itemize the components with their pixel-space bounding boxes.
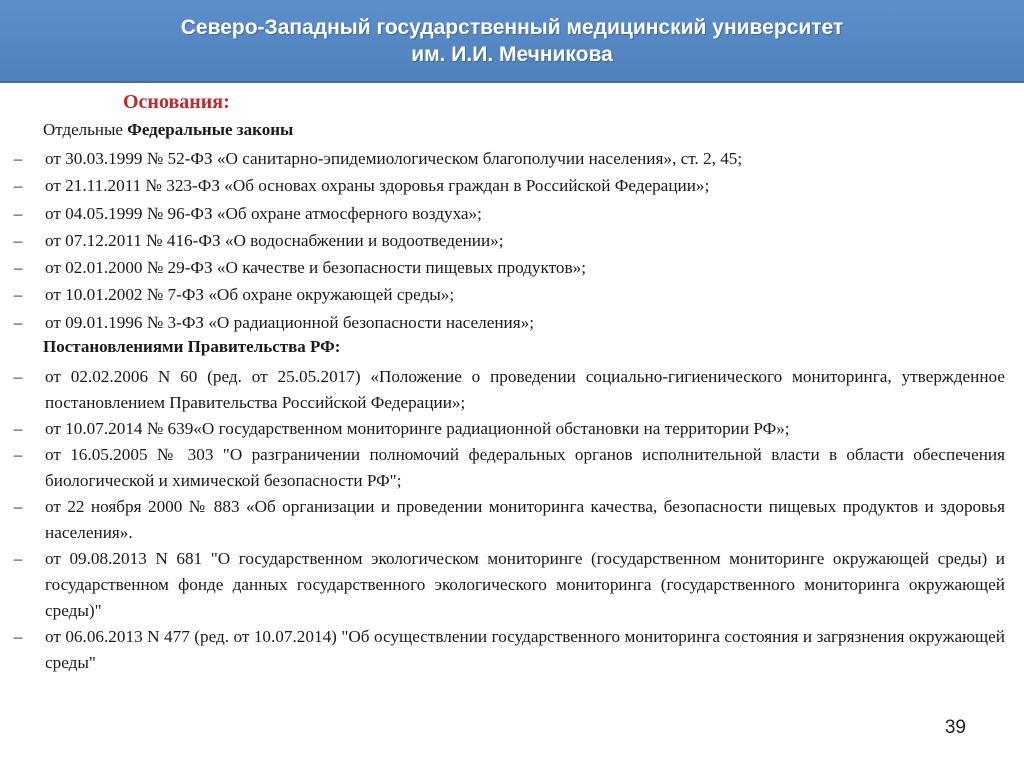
federal-law-text: от 07.12.2011 № 416-ФЗ «О водоснабжении и водоотведении»;: [45, 230, 504, 250]
list-dash: –: [13, 497, 23, 516]
government-resolutions-heading-text: Постановлениями Правительства РФ:: [43, 337, 341, 356]
list-dash: –: [13, 312, 23, 332]
government-resolution-item: [0, 624, 1024, 676]
federal-law-text: от 02.01.2000 № 29-ФЗ «О качестве и безопасности пищевых продуктов»;: [45, 258, 586, 278]
list-dash: –: [13, 549, 23, 568]
government-resolutions-list: [0, 364, 1024, 676]
government-resolution-text: от 16.05.2005 № 303 "О разграничении полномочий федеральных органов исполнительной власти в области обеспечения биологической и химической безопасности РФ";: [45, 445, 1005, 490]
list-dash: –: [13, 176, 23, 196]
government-resolutions-heading: [43, 337, 340, 357]
government-resolution-item: [0, 494, 1024, 546]
page-number: 39: [944, 717, 966, 738]
list-dash: –: [13, 627, 23, 646]
government-resolution-item: [0, 364, 1024, 416]
government-resolution-text: от 02.02.2006 N 60 (ред. от 25.05.2017) «Положение о проведении социально-гигиенического мониторинга, утвержденное постановлением Правительства Российской Федерации»;: [45, 367, 1005, 412]
list-dash: –: [13, 367, 23, 386]
federal-law-item: [0, 200, 1024, 227]
federal-law-text: от 30.03.1999 № 52-ФЗ «О санитарно-эпидемиологическом благополучии населения», ст. 2, 45;: [45, 149, 743, 168]
federal-law-text: от 04.05.1999 № 96-ФЗ «Об охране атмосферного воздуха»;: [45, 203, 482, 223]
federal-laws-list: [0, 145, 1024, 336]
government-resolution-text: от 22 ноября 2000 № 883 «Об организации и проведении мониторинга качества, безопасности пищевых продуктов и здоровья населения».: [45, 497, 1005, 542]
government-resolution-item: [0, 416, 1024, 442]
slide-content: [0, 83, 1024, 767]
list-dash: –: [13, 285, 23, 305]
list-dash: –: [13, 445, 23, 464]
slide-header: [0, 0, 1024, 83]
list-dash: –: [13, 230, 23, 250]
federal-law-text: от 10.01.2002 № 7-ФЗ «Об охране окружающей среды»;: [45, 285, 455, 305]
list-dash: –: [13, 203, 23, 223]
header-title-line-1: Северо-Западный государственный медицинский университет: [180, 15, 844, 39]
federal-law-text: от 09.01.1996 № 3-ФЗ «О радиационной безопасности населения»;: [45, 312, 535, 332]
government-resolution-text: от 06.06.2013 N 477 (ред. от 10.07.2014) "Об осуществлении государственного мониторинга состояния и загрязнения окружающей среды": [45, 627, 1005, 672]
federal-laws-heading-prefix: Отдельные: [43, 120, 123, 139]
list-dash: –: [13, 149, 23, 168]
header-title-line-2: им. И.И. Мечникова: [411, 42, 613, 66]
section-heading: Основания:: [123, 91, 230, 113]
federal-law-item: [0, 309, 1024, 336]
government-resolution-text: от 10.07.2014 № 639«О государственном мониторинге радиационной обстановки на территории РФ»;: [45, 419, 790, 438]
federal-law-item: [0, 227, 1024, 254]
federal-law-item: [0, 254, 1024, 281]
federal-laws-heading-bold: Федеральные законы: [127, 120, 294, 139]
list-dash: –: [13, 258, 23, 278]
federal-law-item: [0, 145, 1024, 172]
government-resolution-text: от 09.08.2013 N 681 "О государственном экологическом мониторинге (государственном мониторинге окружающей среды) и государственном фонде данных государственного экологического мониторинга (государственного мониторинга окружающей среды)": [45, 549, 1005, 620]
federal-law-item: [0, 281, 1024, 308]
federal-law-text: от 21.11.2011 № 323-ФЗ «Об основах охраны здоровья граждан в Российской Федерации»;: [45, 176, 710, 196]
federal-laws-heading: [43, 120, 293, 140]
federal-law-item: [0, 172, 1024, 199]
list-dash: –: [13, 419, 23, 438]
government-resolution-item: [0, 442, 1024, 494]
government-resolution-item: [0, 546, 1024, 624]
